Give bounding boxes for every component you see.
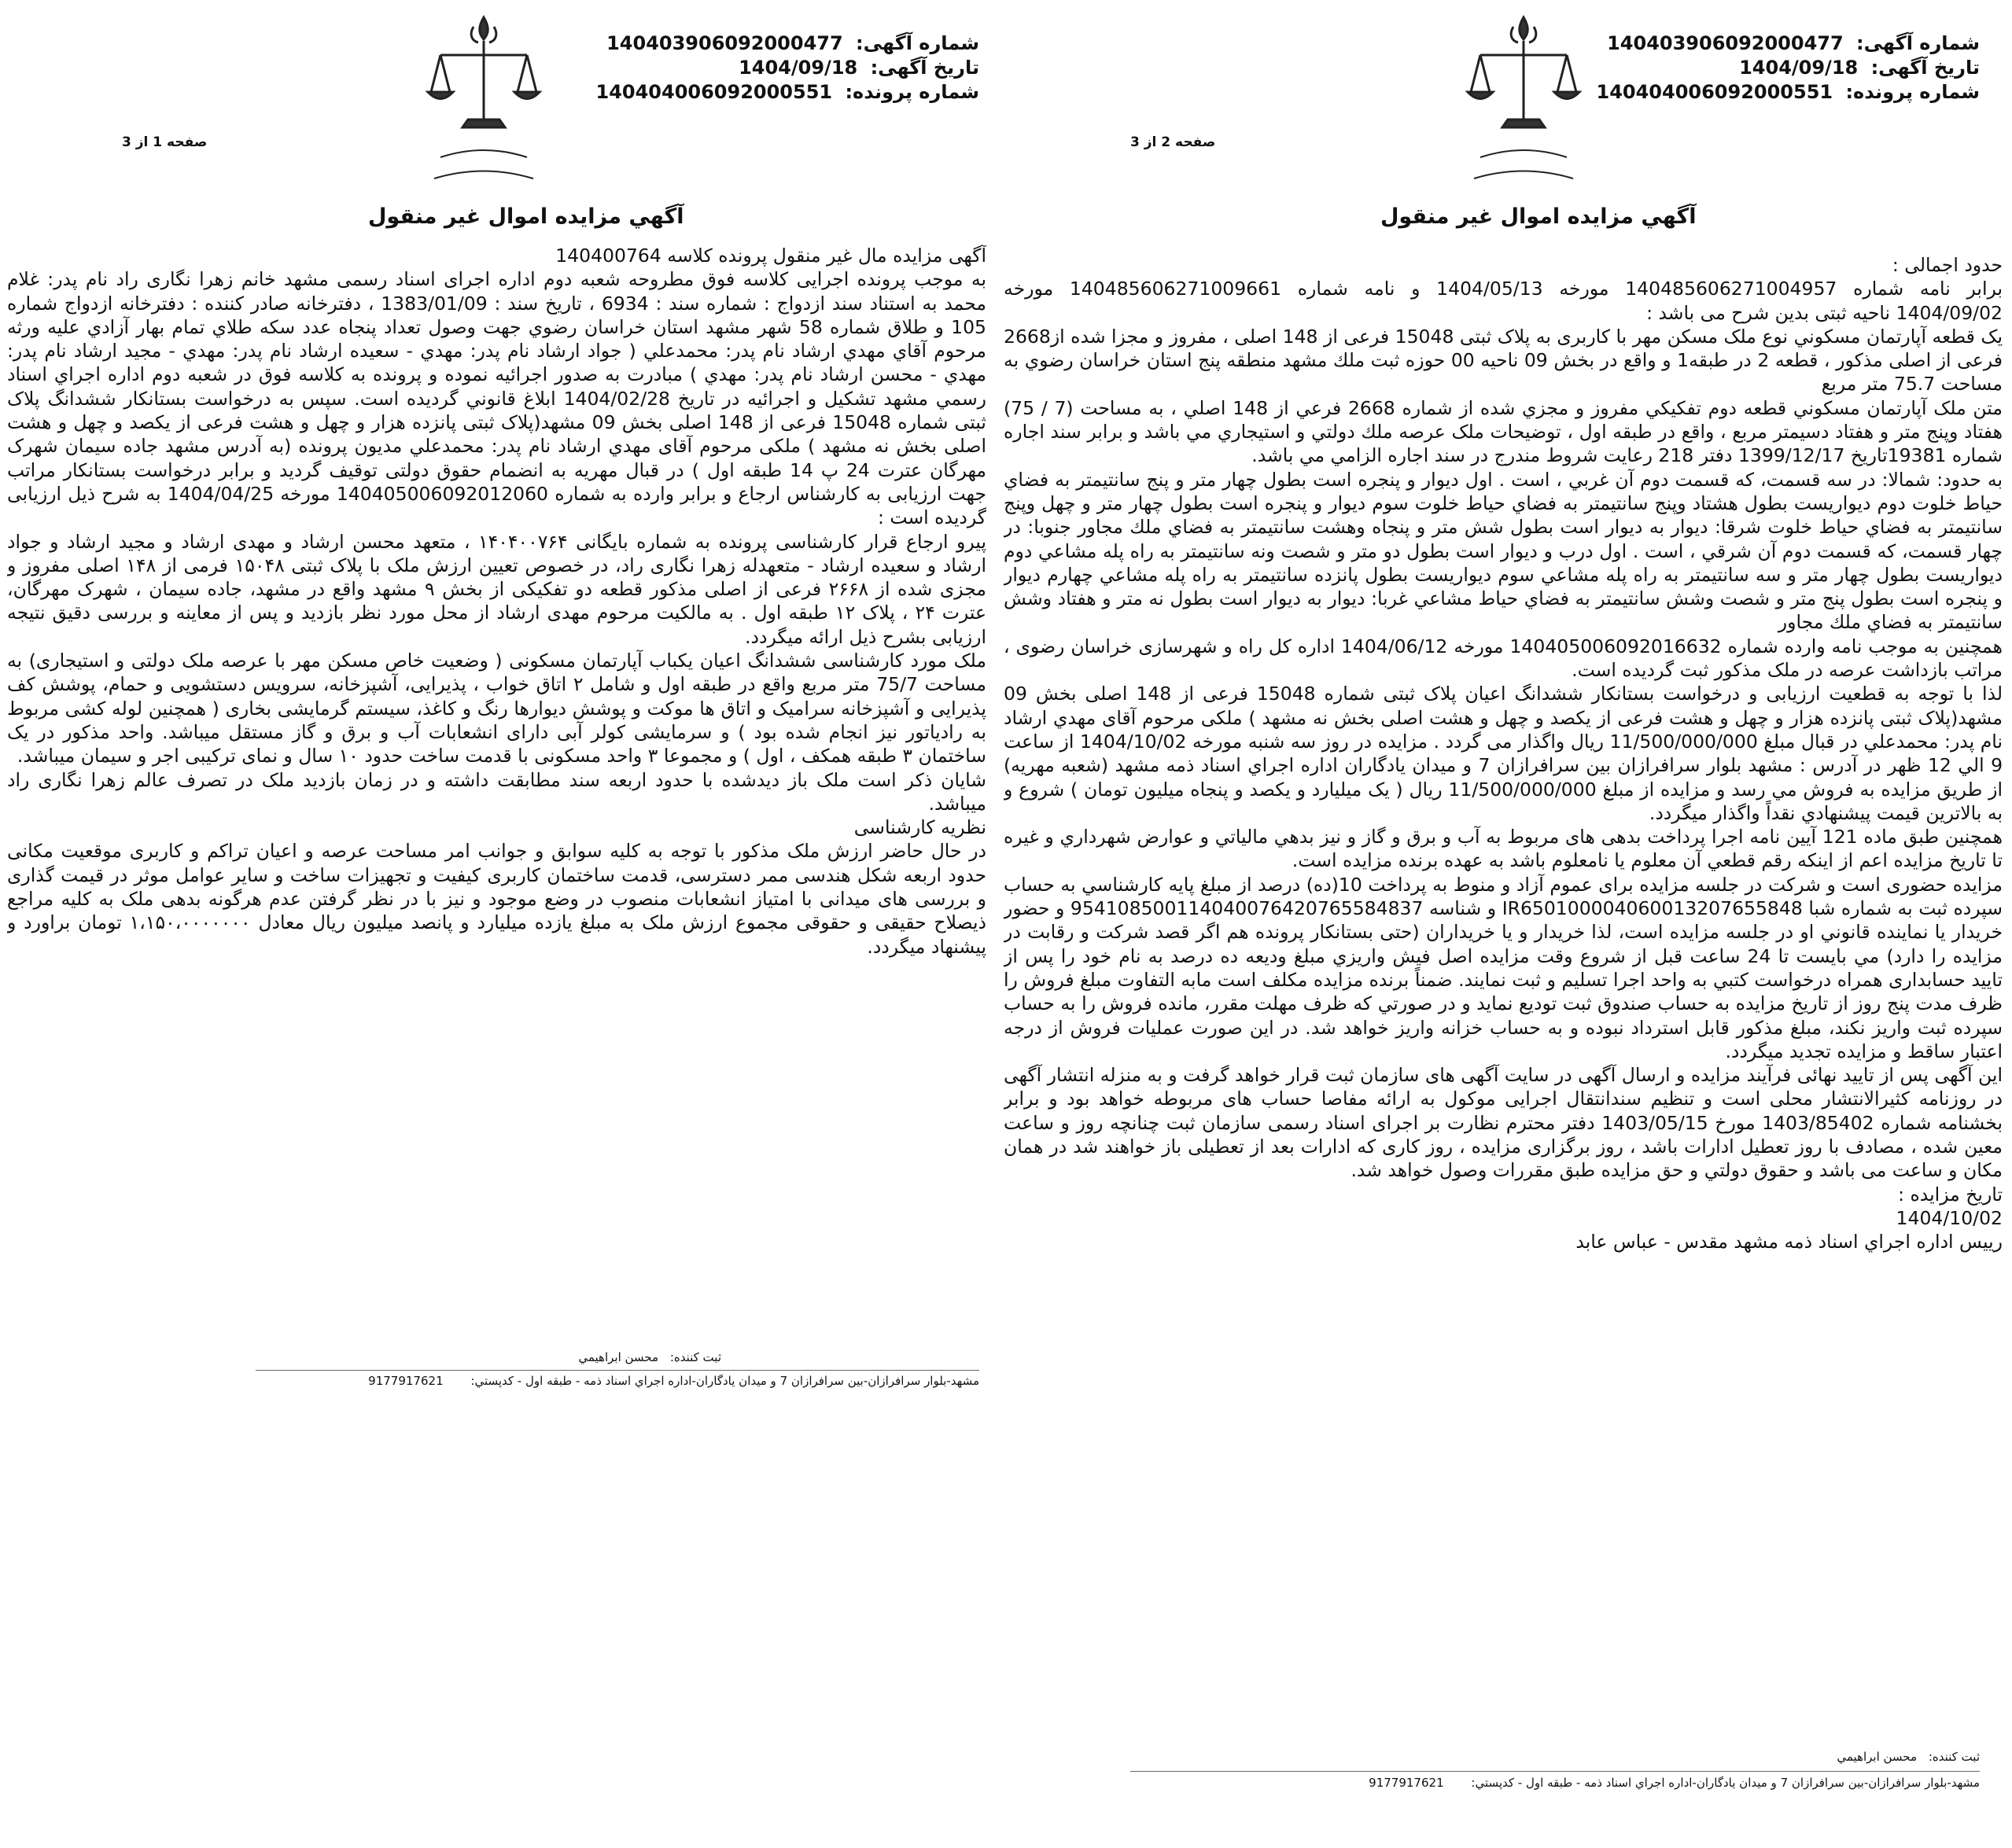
ad-number: 140403906092000477: [606, 32, 843, 54]
ad-date: 1404/09/18: [1739, 57, 1859, 79]
document-title: آگهي مزايده اموال غير منقول: [1380, 204, 1697, 229]
ad-number-label: شماره آگهی:: [856, 32, 979, 54]
document-title: آگهي مزايده اموال غير منقول: [368, 204, 684, 229]
case-number: 140404006092000551: [1596, 81, 1833, 103]
postal-code: 9177917621: [368, 1374, 444, 1388]
ad-number-label: شماره آگهی:: [1856, 32, 1980, 54]
ad-date-label: تاریخ آگهی:: [1870, 57, 1980, 79]
case-number-label: شماره پرونده:: [1845, 81, 1980, 103]
office-address-line: [1369, 1776, 1980, 1790]
page-indicator: صفحه 1 از 3: [122, 134, 208, 150]
announcement-body: آگهی مزایده مال غیر منقول پرونده کلاسه 140400764 به موجب پرونده اجرایی کلاسه فوق مطروحه شعبه دوم اداره اجرای اسناد رسمی مشهد خانم زهرا نگاری راد نام پدر: غلام محمد به استناد سند ازدواج : شماره سند : 6934 ، تاریخ سند : 1383/01/09 ، دفترخانه صادر کننده : دفترخانه ازدواج شماره 105 و طلاق شماره 58 شهر مشهد استان خراسان رضوي جهت وصول تعداد پنجاه عدد سکه طلاي تمام بهار آزادي عليه ورثه مرحوم آقاي مهدي ارشاد نام پدر: محمدعلي ( جواد ارشاد نام پدر: مهدي - سعيده ارشاد نام پدر: مهدي - مجيد ارشاد نام پدر: مهدي - محسن ارشاد نام پدر: مهدي ) مبادرت به صدور اجرائيه نموده و پرونده به کلاسه فوق در شعبه دوم اداره اجراي اسناد رسمي مشهد تشکيل و اجرائيه در تاريخ 1404/02/28 ابلاغ قانوني گرديده است. سپس به درخواست بستانکار ششدانگ پلاک ثبتی شماره 15048 فرعی از 148 اصلی بخش 09 مشهد(پلاک ثبتی پانزده هزار و چهل و هشت فرعی از یکصد و چهل و هشت اصلی بخش نه مشهد ) ملکی مرحوم آقای مهدي ارشاد نام پدر: محمدعلي مدیون پرونده (به آدرس مشهد جاده سیمان شهرک مهرگان عترت 24 پ 14 طبقه اول ) در قبال مهریه به انضمام حقوق دولتی توقیف گردید و برابر درخواست بستانکار مراتب جهت ارزیابی به کارشناس ارجاع و برابر وارده به شماره 140405006092012060 مورخه 1404/04/25 به شرح ذیل ارزیابی گردیده است : پیرو ارجاع قرار کارشناسی پرونده به شماره بایگانی ۱۴۰۴۰۰۷۶۴ ، متعهد محسن ارشاد و مهدی ارشاد و مجید ارشاد و جواد ارشاد و سعیده ارشاد - متعهدله زهرا نگاری راد، در خصوص تعیین ارزش ملک با پلاک ثبتی ۱۵۰۴۸ فرمی از ۱۴۸ اصلی مفروز و مجزی شده از ۲۶۶۸ فرعی از اصلی مذکور قطعه دو تفکیکی از بخش ۹ مشهد واقع در مشهد، جاده سیمان ، شهرک مهرگان، عترت ۲۴ ، پلاک ۱۲ طبقه اول . به مالکیت مرحوم مهدی ارشاد از محل مورد نظر بازدید و پس از معاینه و بررسی دقیق نتیجه ارزیابی بشرح ذیل ارائه میگردد. ملک مورد کارشناسی ششدانگ اعیان یکباب آپارتمان مسکونی ( وضعیت خاص مسکن مهر با عرصه ملک دولتی و استیجاری) به مساحت 75/7 متر مربع واقع در طبقه اول و شامل ۲ اتاق خواب ، پذیرایی، آشپزخانه، سرویس دستشویی و حمام، پوشش کف پذیرایی و آشپزخانه سرامیک و اتاق ها موکت و پوشش دیوارها رنگ و کاغذ، سیستم گرمایشی بخاری ( همچنین لوله کشی مربوط به رادیاتور نیز انجام شده بود ) و سرمایشی کولر آبی دارای انشعابات آب و برق و گاز مستقل میباشد. واحد مذکور در یک ساختمان ۳ طبقه همکف ، اول ) و مجموعا ۳ واحد مسکونی با قدمت ساخت حدود ۱۰ سال و نمای ترکیبی اجر و سیمان میباشد. شایان ذکر است ملک باز دیدشده با حدود اربعه سند مطابقت داشته و در زمان بازدید ملک در تصرف عالم زهرا نگاری راد میباشد. نظریه کارشناسی در حال حاضر ارزش ملک مذکور با توجه به کلیه سوابق و جوانب امر مساحت عرصه و اعیان تراکم و کاربری موقعیت مکانی حدود اربعه شکل هندسی ممر دسترسی، قدمت ساختمان کاربری کیفیت و تجهیزات ساخت و سایر عوامل موثر در قیمت گذاری و بررسی های میدانی با امتیاز انشعابات منصوب در وضع موجود و نیز با در نظر گرفتن عدم هرگونه بدهی ملک به کلیه مراجع ذیصلاح حقیقی و حقوقی مجموع ارزش ملک به مبلغ یازده میلیارد و پانصد میلیون ریال معادل ۱،۱۵۰،۰۰۰۰۰۰۰ تومان براورد و پیشنهاد میگردد.: [7, 245, 986, 958]
office-address: مشهد-بلوار سرافرازان-بين سرافرازان 7 و ميدان يادگاران-اداره اجراي اسناد ذمه - طبقه اول - كدپستي:: [470, 1374, 979, 1388]
ad-date-line: [1597, 56, 1981, 80]
page-2: [993, 0, 2012, 1848]
case-number-line: [596, 80, 980, 105]
page-indicator: صفحه 2 از 3: [1130, 134, 1216, 150]
ad-date: 1404/09/18: [739, 57, 858, 79]
ad-number-line: [596, 31, 980, 56]
office-address: مشهد-بلوار سرافرازان-بين سرافرازان 7 و ميدان يادگاران-اداره اجراي اسناد ذمه - طبقه اول - كدپستي:: [1471, 1776, 1980, 1790]
case-number-line: [1597, 80, 1981, 105]
registrar-name: محسن ابراهيمي: [1837, 1750, 1918, 1764]
case-number: 140404006092000551: [595, 81, 833, 103]
postal-code: 9177917621: [1369, 1776, 1444, 1790]
registrar-label: ثبت کننده:: [1928, 1750, 1980, 1764]
case-number-label: شماره پرونده:: [845, 81, 979, 103]
registrar-line: [1837, 1750, 1980, 1764]
announcement-body: حدود اجمالی : برابر نامه شماره 140485606271004957 مورخه 1404/05/13 و نامه شماره 140485606271009661 مورخه 1404/09/02 ناحیه ثبتی بدین شرح می باشد : یک قطعه آپارتمان مسکوني نوع ملک مسکن مهر با کاربری به پلاک ثبتی 15048 فرعی از 148 اصلی ، مفروز و مجزا شده از2668 فرعی از اصلی مذکور ، قطعه 2 در طبقه1 و واقع در بخش 09 ناحیه 00 حوزه ثبت ملك مشهد منطقه پنج استان خراسان رضوي به مساحت 75.7 متر مربع متن ملک آپارتمان مسكوني قطعه دوم تفكيكي مفروز و مجزي شده از شماره 2668 فرعي از 148 اصلي ، به مساحت (7 / 75) هفتاد وپنج متر و هفتاد دسيمتر مربع ، واقع در طبقه اول ، توضيحات ملک عرصه ملك دولتي و استيجاري مي باشد و برابر سند اجاره شماره 19381تاريخ 1399/12/17 دفتر 218 رعايت شروط مندرج در سند اجاره الزامي مي باشد. به حدود: شمالا: در سه قسمت، كه قسمت دوم آن غربي ، است . اول ديوار و پنجره است بطول چهار متر و پنج سانتيمتر به فضاي حياط خلوت دوم ديواريست بطول هشتاد وپنج سانتيمتر به فضاي حياط خلوت سوم ديوار و پنجره است بطول چهار متر و چهل وپنج سانتيمتر به فضاي حياط خلوت شرقا: ديوار به ديوار است بطول شش متر و پنجاه وهشت سانتيمتر به فضاي ملك مجاور جنوبا: در چهار قسمت، كه قسمت دوم آن شرقي ، است . اول درب و ديوار است بطول دو متر و شصت ونه سانتيمتر به راه پله مشاعي دوم ديواريست بطول چهار متر و سه سانتيمتر به راه پله مشاعي سوم ديواريست بطول پانزده سانتيمتر به راه پله مشاعي چهارم ديوار و پنجره است بطول پنج متر و شصت وشش سانتيمتر به فضاي حياط مشاعي غربا: ديوار به ديوار است بطول نه متر و هفتاد وشش سانتيمتر به فضاي ملك مجاور همچنین به موجب نامه وارده شماره 140405006092016632 مورخه 1404/06/12 اداره کل راه و شهرسازی خراسان رضوی ، مراتب بازداشت عرصه در ملک مذکور ثبت گردیده است. لذا با توجه به قطعیت ارزیابی و درخواست بستانکار ششدانگ اعیان پلاک ثبتی شماره 15048 فرعی از 148 اصلی بخش 09 مشهد(پلاک ثبتی پانزده هزار و چهل و هشت فرعی از یکصد و چهل و هشت اصلی بخش نه مشهد ) ملکی مرحوم آقای مهدي ارشاد نام پدر: محمدعلي در قبال مبلغ 11/500/000/000 ریال واگذار می گردد . مزایده در روز سه شنبه مورخه 1404/10/02 از ساعت 9 الي 12 ظهر در آدرس : مشهد بلوار سرافرازان بین سرافرازان 7 و میدان یادگاران اداره اجراي اسناد ذمه مشهد (شعبه مهریه) از طريق مزايده به فروش مي رسد و مزايده از مبلغ 11/500/000/000 ريال ( یک میلیارد و یکصد و پنجاه میلیون تومان ) شروع و به بالاترين قيمت پيشنهادي نقداً واگذار ميگردد. همچنین طبق ماده 121 آیین نامه اجرا پرداخت بدهی های مربوط به آب و برق و گاز و نيز بدهي مالياتي و عوارض شهرداري و غيره تا تاريخ مزايده اعم از اينكه رقم قطعي آن معلوم يا نامعلوم باشد به عهده برنده مزايده است. مزايده حضوری است و شرکت در جلسه مزایده برای عموم آزاد و منوط به پرداخت 10(ده) درصد از مبلغ پایه کارشناسي به حساب سپرده ثبت به شماره شبا IR650100004060013207655848 و شناسه 954108500114040076420765584837 و حضور خريدار يا نماينده قانوني او در جلسه مزايده است، لذا خریدار و یا خریداران (حتی بستانکار پرونده هم اگر قصد شرکت و رقابت در مزایده را دارد) مي بایست تا 24 ساعت قبل از شروع وقت مزایده اصل فیش واریزي مبلغ ودیعه ده درصد به نام خود را پس از تایید حسابداری همراه درخواست کتبي به واحد اجرا تسلیم و ثبت نمایند. ضمناً برنده مزايده مكلف است مابه التفاوت مبلغ فروش را ظرف مدت پنج روز از تاريخ مزايده به حساب صندوق ثبت توديع نمايد و در صورتي كه ظرف مهلت مقرر، مانده فروش را به حساب سپرده ثبت واريز نكند، مبلغ مذكور قابل استرداد نبوده و به حساب خزانه واريز خواهد شد. در اين صورت عمليات فروش از درجه اعتبار ساقط و مزايده تجديد ميگردد. اين آگهی پس از تاييد نهائی فرآيند مزايده و ارسال آگهی در سايت آگهی های سازمان ثبت قرار خواهد گرفت و به منزله انتشار آگهی در روزنامه کثيرالانتشار محلی است و تنظيم سندانتقال اجرايی موکول به ارائه مفاصا حساب های مربوطه خواهد بود و برابر بخشنامه شماره 1403/85402 مورخ 1403/05/15 دفتر محترم نظارت بر اجرای اسناد رسمی سازمان ثبت چنانچه روز و ساعت معین شده ، مصادف با روز تعطیل ادارات باشد ، روز برگزاری مزایده ، روز کاری که ادارات بعد از تعطیلی باز خواهند شد در همان مکان و ساعت می باشد و حقوق دولتي و حق مزايده طبق مقررات وصول خواهد شد. تاريخ مزايده : 1404/10/02 رييس اداره اجراي اسناد ذمه مشهد مقدس - عباس عابد: [1004, 254, 2003, 1253]
office-address-line: [368, 1374, 979, 1388]
ad-number-line: [1597, 31, 1981, 56]
ad-date-line: [596, 56, 980, 80]
judiciary-scales-emblem-icon: [1457, 9, 1590, 190]
page-1: [0, 0, 993, 1848]
footer-divider: [256, 1370, 979, 1371]
footer-divider: [1130, 1771, 1980, 1772]
judiciary-scales-emblem-icon: [417, 9, 551, 190]
ad-number: 140403906092000477: [1607, 32, 1844, 54]
registrar-name: محسن ابراهيمي: [578, 1350, 659, 1364]
registrar-line: [578, 1350, 721, 1364]
ad-date-label: تاریخ آگهی:: [870, 57, 979, 79]
ad-header: [1597, 31, 1981, 105]
ad-header: [596, 31, 980, 105]
registrar-label: ثبت کننده:: [669, 1350, 721, 1364]
